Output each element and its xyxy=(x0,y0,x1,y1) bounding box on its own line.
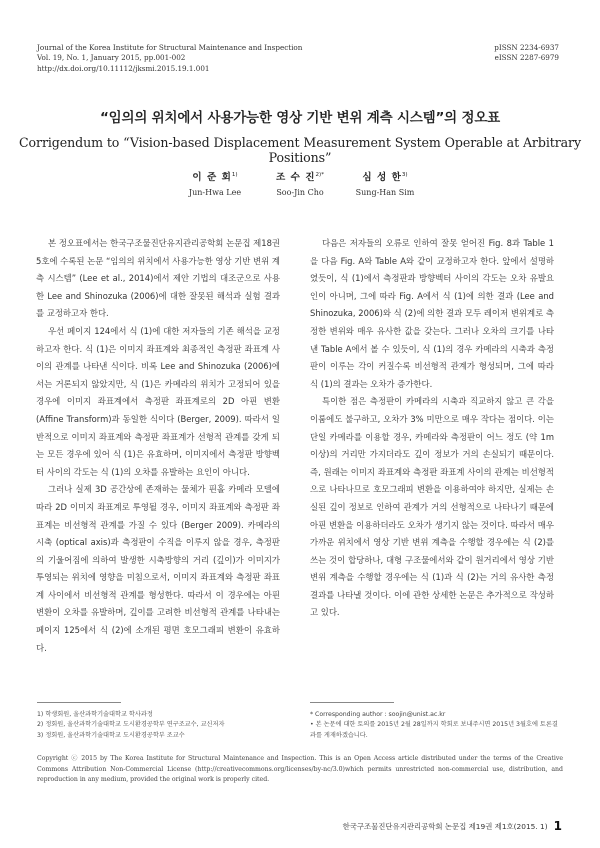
footnote: 2) 정회원, 울산과학기술대학교 도시환경공학부 연구조교수, 교신저자 xyxy=(37,721,225,729)
footer-journal: 한국구조물진단유지관리공학회 논문집 제19권 제1호(2015. 1) xyxy=(342,822,548,831)
issn-block xyxy=(439,43,559,64)
page-number: 1 xyxy=(553,819,562,833)
paragraph: 다음은 저자들의 오류로 인하여 잘못 얻어진 Fig. 8과 Table 1을 다음 Fig. A와 Table A와 같이 교정하고자 한다. 앞에서 설명하였듯이, 식 (1)에서 측정판과 방향벡터 사이의 각도는 오차 유발요인이 아니며, 그에 따라 Fig. A에서 식 (1)에 의한 결과 (Lee and Shinozuka, 2006)와 식 (2)에 의한 결과 모두 레이저 변위계로 측정한 변위와 매우 유사한 값을 갖는다. 그러나 오차의 크기를 나타낸 Table A에서 볼 수 있듯이, 식 (1)의 경우 카메라의 시축과 측정판이 이루는 각이 커질수록 비선형적 관계가 형성되며, 그에 따라 식 (1)의 결과는 오차가 증가한다. xyxy=(310,238,554,389)
footnote-divider-right xyxy=(310,702,394,703)
footnote-divider-left xyxy=(37,702,121,703)
affiliation-footnotes xyxy=(37,710,287,741)
author-affiliation-mark: 1) xyxy=(231,171,238,178)
doi-link[interactable]: http://dx.doi.org/10.11112/jksmi.2015.19.1.001 xyxy=(37,63,210,73)
author-affiliation-mark: 3) xyxy=(401,171,408,178)
page-footer xyxy=(343,819,562,833)
author-name-ko: 조 수 진 xyxy=(275,172,316,183)
paragraph: 특이한 점은 측정판이 카메라의 시축과 직교하지 않고 큰 각을 이룸에도 불구하고, 오차가 3% 미만으로 매우 작다는 점이다. 이는 단일 카메라를 이용할 경우, 카메라와 측정판이 어느 정도 (약 1m 이상)의 거리만 가지더라도 깊이 정보가 거의 손실되기 때문이다. 즉, 원래는 이미지 좌표계와 측정판 좌표계 사이의 관계는 비선형적으로 나타나므로 호모그래피 변환을 이용하여야 하지만, 실제는 손실된 깊이 정보로 인하여 관계가 거의 선형적으로 나타나기 때문에 아핀 변환을 이용하더라도 오차가 생기지 않는 것이다. 따라서 매우 가까운 위치에서 영상 기반 변위 계측을 수행할 경우에는 식 (2)를 쓰는 것이 합당하나, 대형 구조물에서와 같이 원거리에서 영상 기반 변위 계측을 수행할 경우에는 식 (1)과 식 (2)는 거의 유사한 측정 결과를 나타낼 것이다. 이에 관한 상세한 논문은 추가적으로 작성하고 있다. xyxy=(310,396,554,618)
author-affiliation-mark: 2)* xyxy=(315,171,325,178)
author-name-en: Jun-Hwa Lee xyxy=(188,188,242,197)
author-name-en: Soo-Jin Cho xyxy=(276,188,324,197)
pissn: pISSN 2234-6937 xyxy=(494,43,559,52)
author-name-ko: 이 준 회 xyxy=(192,172,232,183)
paragraph: 우선 페이지 124에서 식 (1)에 대한 저자들의 기존 해석을 교정하고자 한다. 식 (1)은 이미지 좌표계와 최종적인 측정판 좌표계 사이의 관계를 나타낸 식이다. 비록 Lee and Shinozuka (2006)에서는 거론되지 않았지만, 식 (1)은 카메라의 위치가 고정되어 있을 경우에 이미지 좌표계에서 측정판 좌표계로의 2D 아핀 변환 (Affine Transform)과 동일한 식이다 (Berger, 2009). 따라서 일반적으로 이미지 좌표계와 측정판 좌표계가 선형적 관계를 갖게 되는 모든 경우에 있어 식 (1)은 유효하며, 이미지에서 측정판 방향벡터 사이의 각도는 식 (1)의 오차를 유발하는 요인이 아니다. xyxy=(36,325,280,477)
footnote: 3) 정회원, 울산과학기술대학교 도시환경공학부 조교수 xyxy=(37,731,185,739)
eissn: eISSN 2287-6979 xyxy=(494,53,559,63)
author-name-ko: 심 성 한 xyxy=(362,172,402,183)
body-left-column xyxy=(36,235,280,657)
author-name-en: Sung-Han Sim xyxy=(355,188,415,197)
volume-line: Vol. 19, No. 1, January 2015, pp.001-002 xyxy=(37,53,186,63)
paragraph: 그러나 실제 3D 공간상에 존재하는 물체가 핀홀 카메라 모델에 따라 2D 이미지 좌표계로 투영될 경우, 이미지 좌표계와 측정판 좌표계는 비선형적 관계를 가질 수 있다 (Berger 2009). 카메라의 시축 (optical axis)과 측정판이 수직을 이루지 않을 경우, 측정판의 기울어짐에 의하여 발생한 시축방향의 거리 (깊이)가 이미지가 투영되는 위치에 영향을 미침으로서, 이미지 좌표계와 측정판 좌표계 사이에서 비선형적 관계를 형성한다. 따라서 이 경우에는 아핀 변환이 오차를 유발하며, 깊이를 고려한 비선형적 관계를 나타내는 페이지 125에서 식 (2)에 소개된 평면 호모그래피 변환이 유효하다. xyxy=(36,484,280,653)
copyright-notice: Copyright ⓒ 2015 by The Korea Institute for Structural Maintenance and Inspection. This is an Open Access article distributed under the terms of the Creative Commons Attribution Non-Commercial License (http://creativecommons.org/licenses/by-nc/3.0)which permits unrestricted non-commercial use, distribution, and reproduction in any medium, provided the original work is properly cited. xyxy=(37,755,563,784)
footnote: 1) 학생회원, 울산과학기술대학교 학사과정 xyxy=(37,711,153,718)
corresponding-author: * Corresponding author : soojin@unist.ac.kr xyxy=(310,711,446,718)
title-english: Corrigendum to “Vision-based Displacement Measurement System Operable at Arbitrary Positions” xyxy=(19,135,581,165)
body-right-column xyxy=(310,235,554,622)
journal-name: Journal of the Korea Institute for Structural Maintenance and Inspection xyxy=(37,43,303,52)
discussion-note: • 본 논문에 대한 토의를 2015년 2월 28일까지 학회로 보내주시면 2015년 3월호에 토론결과를 게재하겠습니다. xyxy=(310,721,558,739)
author-3 xyxy=(300,169,470,197)
journal-header xyxy=(37,43,357,74)
title-korean: “임의의 위치에서 사용가능한 영상 기반 변위 계측 시스템”의 정오표 xyxy=(99,110,501,126)
correspondence-footnotes xyxy=(310,710,560,741)
paragraph: 본 정오표에서는 한국구조물진단유지관리공학회 논문집 제18권 5호에 수록된 논문 “임의의 위치에서 사용가능한 영상 기반 변위 계측 시스템” (Lee et al., 2014)에서 제안 기법의 대조군으로 사용한 Lee and Shinozuka (2006)에 대한 잘못된 해석과 실험 결과를 교정하고자 한다. xyxy=(36,238,280,319)
